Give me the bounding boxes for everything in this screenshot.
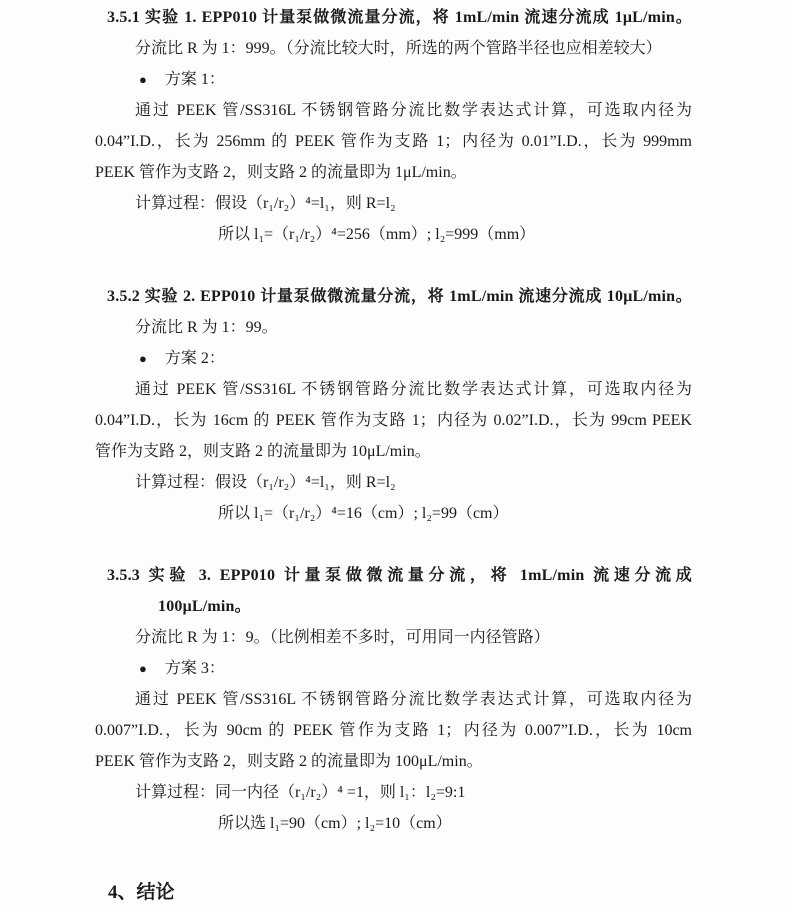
calc-line: 所以 l₁=（r₁/r₂）⁴=256（mm）; l₂=999（mm） [218,226,536,243]
body-line: 0.04”I.D.，长为 256mm 的 PEEK 管作为支路 1；内径为 0.01”I.D.，长为 999mm [95,133,692,150]
split-ratio-note: 分流比 R 为 1：9。（比例相差不多时，可用同一内径管路） [135,629,550,646]
bullet-icon: ● [139,72,147,87]
body-line: 通过 PEEK 管/SS316L 不锈钢管路分流比数学表达式计算，可选取内径为 [135,691,692,708]
section-heading: 3.5.2 实验 2. EPP010 计量泵做微流量分流，将 1mL/min 流速分流成 10μL/min。 [107,288,692,305]
plan-label: 方案 3： [164,660,225,677]
body-line: 0.04”I.D.，长为 16cm 的 PEEK 管作为支路 1；内径为 0.02”I.D.，长为 99cm PEEK [95,412,692,429]
calc-line: 所以选 l₁=90（cm）; l₂=10（cm） [218,815,452,832]
body-line: 管作为支路 2，则支路 2 的流量即为 10μL/min。 [95,443,431,460]
body-line: 通过 PEEK 管/SS316L 不锈钢管路分流比数学表达式计算，可选取内径为 [135,381,692,398]
section-3-5-2 [95,281,692,529]
calc-line: 所以 l₁=（r₁/r₂）⁴=16（cm）; l₂=99（cm） [218,505,509,522]
split-ratio-note: 分流比 R 为 1：99。 [135,319,278,336]
section-3-5-3 [95,560,692,839]
section-heading-continuation: 100μL/min。 [158,598,251,615]
calc-line: 计算过程：同一内径（r₁/r₂）⁴ =1，则 l₁：l₂=9:1 [135,784,466,801]
bullet-icon: ● [139,661,147,676]
section-3-5-1 [95,2,692,250]
split-ratio-note: 分流比 R 为 1：999。（分流比较大时，所选的两个管路半径也应相差较大） [135,40,662,57]
body-line: 0.007”I.D.，长为 90cm 的 PEEK 管作为支路 1；内径为 0.007”I.D.，长为 10cm [95,722,692,739]
plan-item [95,343,692,374]
conclusion-heading: 4、结论 [108,882,175,903]
body-line: PEEK 管作为支路 2，则支路 2 的流量即为 100μL/min。 [95,753,483,770]
calc-line: 计算过程：假设（r₁/r₂）⁴=l₁，则 R=l₂ [135,474,396,491]
plan-item [95,64,692,95]
plan-label: 方案 2： [164,350,225,367]
plan-item [95,653,692,684]
section-heading: 3.5.3 实验 3. EPP010 计量泵做微流量分流，将 1mL/min 流速分流成 [107,567,692,584]
body-line: PEEK 管作为支路 2，则支路 2 的流量即为 1μL/min。 [95,164,467,181]
bullet-icon: ● [139,351,147,366]
section-heading: 3.5.1 实验 1. EPP010 计量泵做微流量分流，将 1mL/min 流速分流成 1μL/min。 [107,9,692,26]
calc-line: 计算过程：假设（r₁/r₂）⁴=l₁，则 R=l₂ [135,195,396,212]
plan-label: 方案 1： [164,71,225,88]
body-line: 通过 PEEK 管/SS316L 不锈钢管路分流比数学表达式计算，可选取内径为 [135,102,692,119]
